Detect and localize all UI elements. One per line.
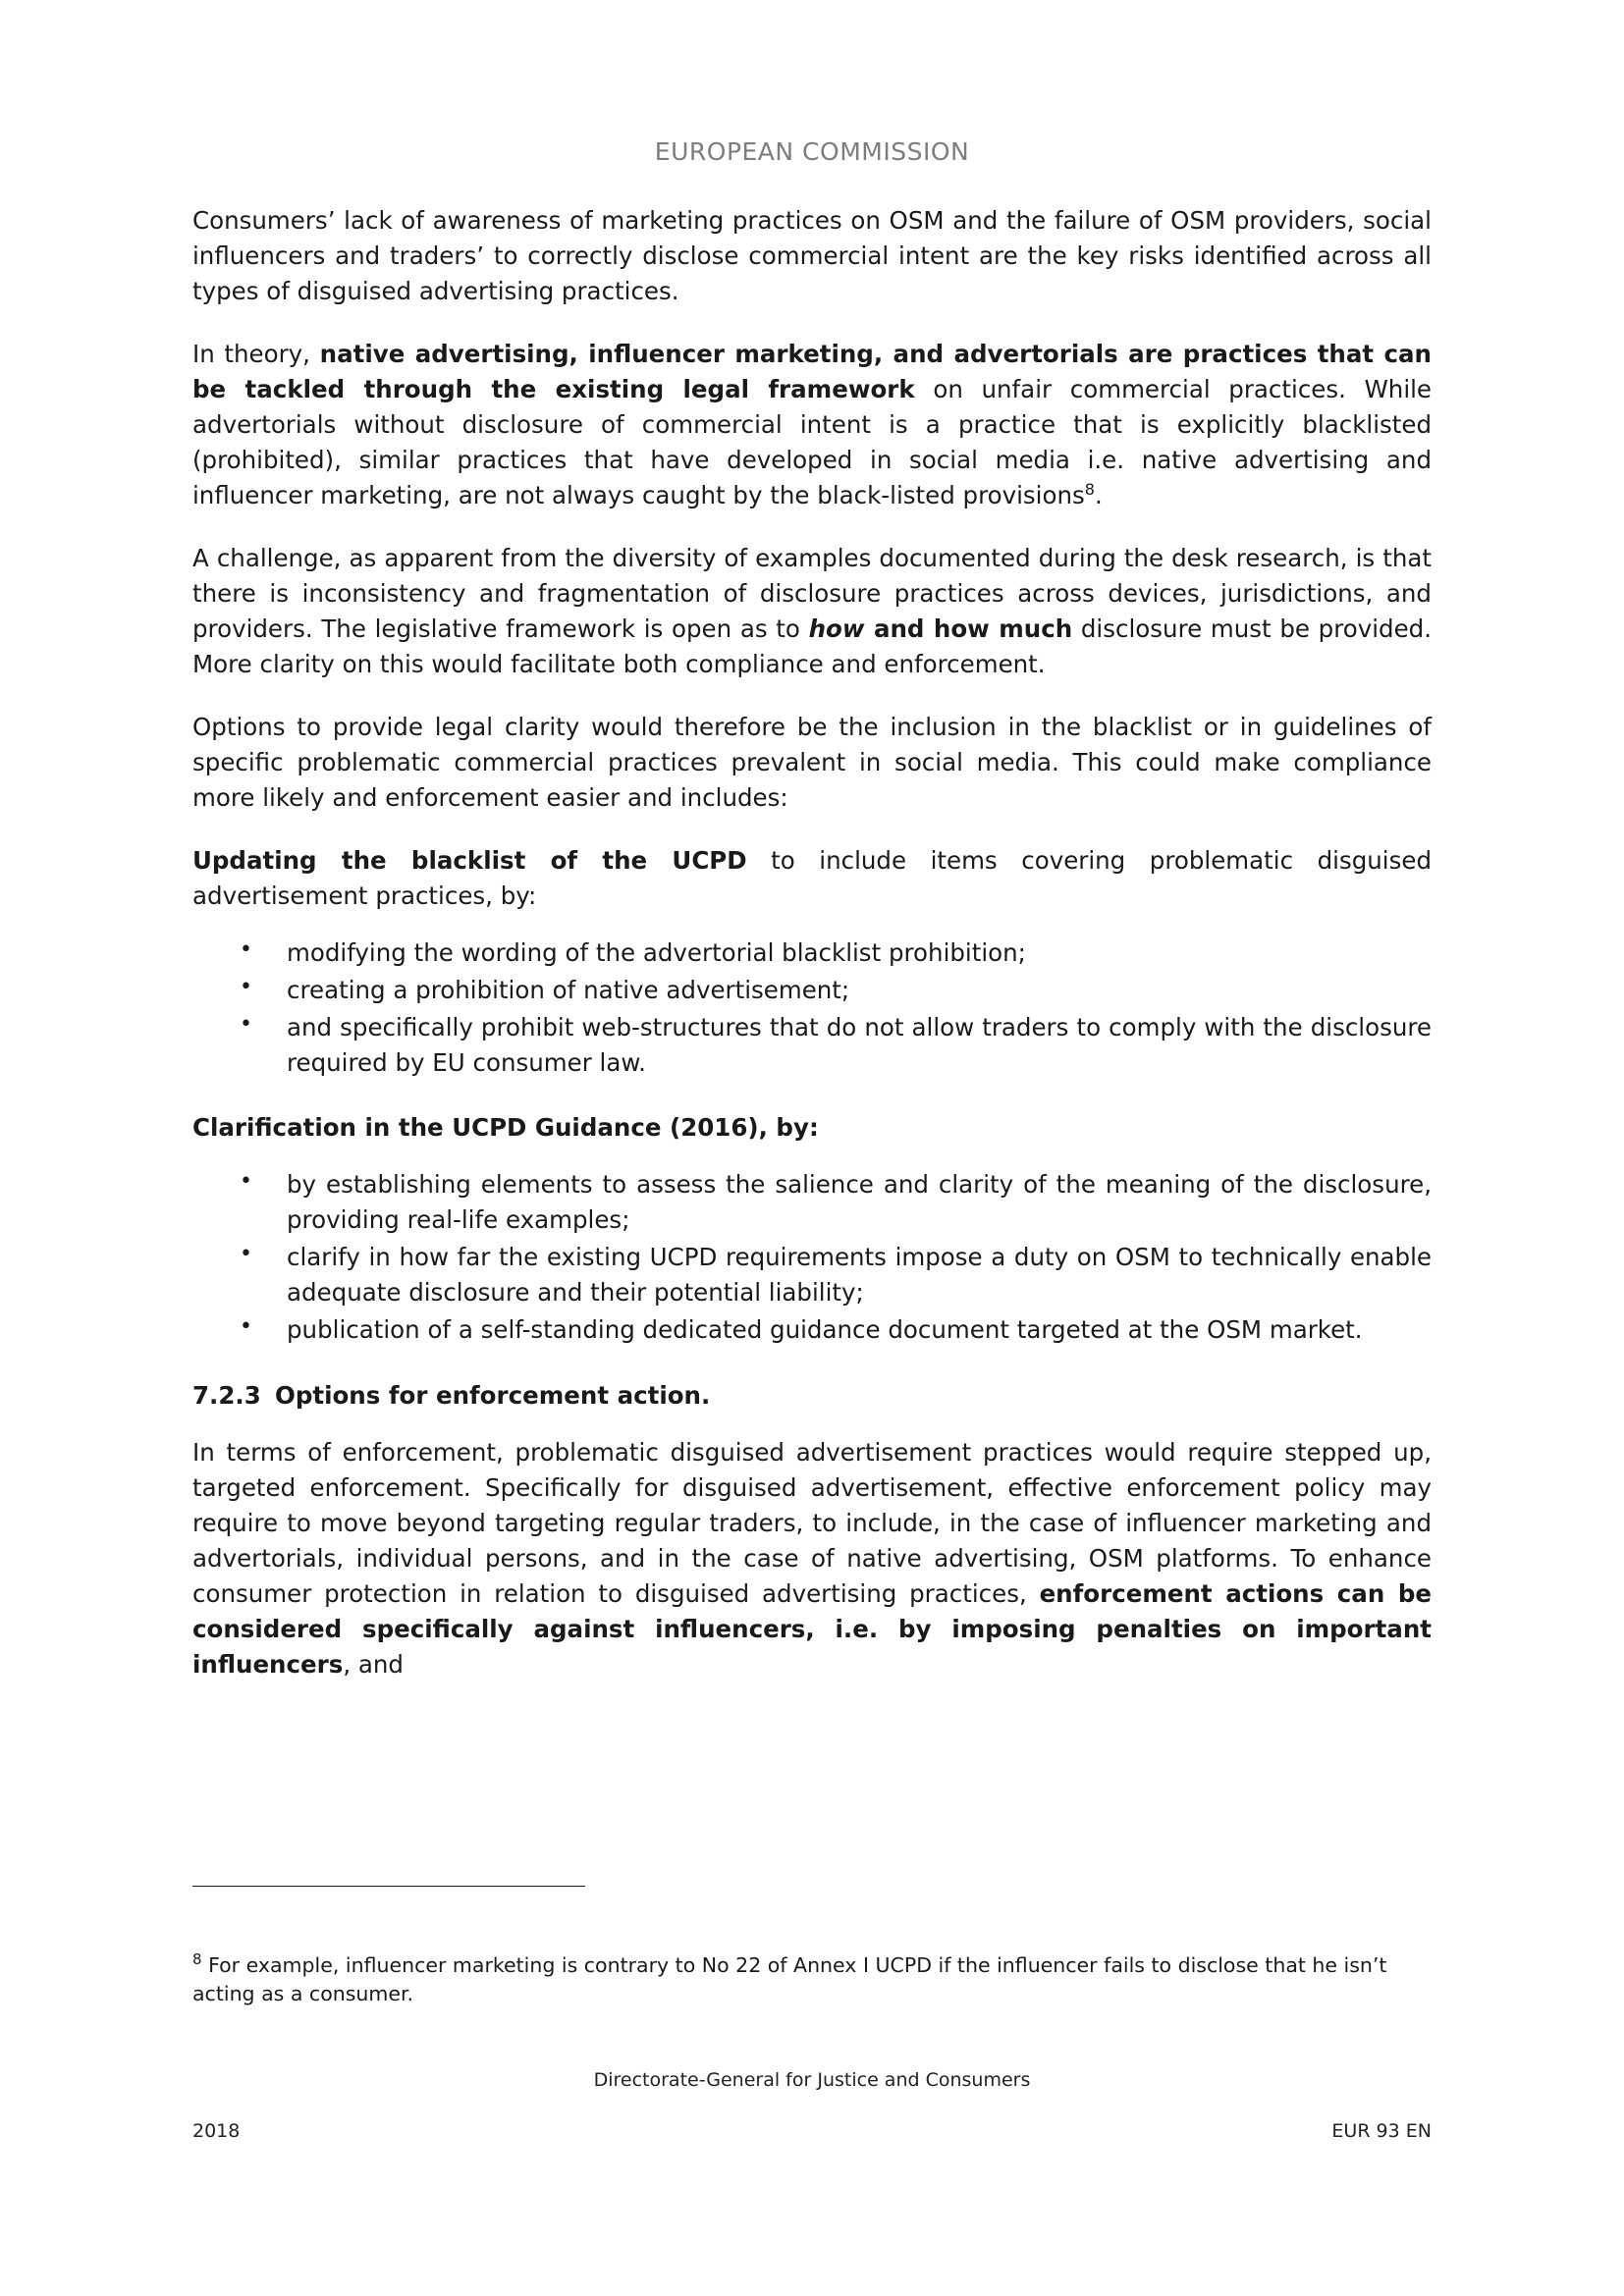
paragraph-in-theory	[192, 337, 1432, 513]
page-content	[192, 137, 1432, 1682]
list-item: • creating a prohibition of native advertisement;	[192, 973, 1432, 1008]
lead-bold-updating-blacklist: Updating the blacklist of the UCPD	[192, 846, 747, 875]
para-text-end: , and	[343, 1650, 404, 1679]
para-text-mid: on unfair commercial practices. While advertorials without disclosure of commercial intent is a practice that is explicitly blacklisted (prohibited), similar practices that have developed in social media i.e. native advertising and influencer marketing, are not always caught by the black-listed provisions	[192, 375, 1433, 509]
page-footer	[192, 2120, 1432, 2142]
paragraph-updating-blacklist	[192, 843, 1432, 914]
paragraph-enforcement	[192, 1435, 1432, 1682]
list-item: • by establishing elements to assess the salience and clarity of the meaning of the disclosure, providing real-life examples;	[192, 1167, 1432, 1238]
bullet-list-guidance	[192, 1167, 1432, 1348]
footnote-reference-8: 8	[1084, 479, 1095, 499]
section-title: Options for enforcement action.	[275, 1381, 711, 1410]
lead-text-rest: to include items covering problematic disguised advertisement practices, by:	[192, 846, 1432, 910]
para-text-lead: In theory,	[192, 340, 320, 368]
footnote-marker: 8	[192, 1950, 202, 1969]
footer-department: Directorate-General for Justice and Consumers	[593, 2069, 1031, 2091]
footer-year: 2018	[192, 2120, 241, 2142]
list-item: • and specifically prohibit web-structures that do not allow traders to comply with the disclosure required by EU consumer law.	[192, 1010, 1432, 1081]
paragraph-challenge	[192, 541, 1432, 682]
para-bolditalic-how: how	[808, 614, 865, 643]
list-item: • modifying the wording of the advertorial blacklist prohibition;	[192, 935, 1432, 971]
para-bold-how-much: and how much	[864, 614, 1073, 643]
para-text-end: .	[1094, 481, 1103, 509]
list-item: • publication of a self-standing dedicated guidance document targeted at the OSM market.	[192, 1312, 1432, 1348]
list-item: • clarify in how far the existing UCPD requirements impose a duty on OSM to technically enable adequate disclosure and their potential liability;	[192, 1240, 1432, 1310]
bullet-list-blacklist	[192, 935, 1432, 1081]
footer-report-code: EUR 93 EN	[1331, 2120, 1432, 2142]
lead-bold-clarification: Clarification in the UCPD Guidance (2016), by:	[192, 1113, 819, 1142]
footnote-separator	[192, 1886, 585, 1887]
footnote-text: For example, influencer marketing is contrary to No 22 of Annex I UCPD if the influencer fails to disclose that he isn’t acting as a consumer.	[192, 1953, 1387, 2006]
page-header-title: EUROPEAN COMMISSION	[654, 137, 970, 166]
para-text-lead: A challenge, as apparent from the diversity of examples documented during the desk research, is that there is inconsistency and fragmentation of disclosure practices across devices, jurisdictions, and providers. The legislative framework is open as to	[192, 544, 1432, 643]
para-text-lead: In terms of enforcement, problematic disguised advertisement practices would require stepped up, targeted enforcement. Specifically for disguised advertisement, effective enforcement policy may require to move beyond targeting regular traders, to include, in the case of influencer marketing and advertorials, individual persons, and in the case of native advertising, OSM platforms. To enhance consumer protection in relation to disguised advertising practices,	[192, 1438, 1432, 1608]
section-number: 7.2.3	[192, 1381, 261, 1410]
para-bold-legal-framework: native advertising, influencer marketing, and advertorials are practices that can be tackled through the existing legal framework	[192, 340, 1432, 403]
paragraph-options-legal-clarity: Options to provide legal clarity would therefore be the inclusion in the blacklist or in guidelines of specific problematic commercial practices prevalent in social media. This could make compliance more likely and enforcement easier and includes:	[192, 713, 1432, 812]
footnote-8	[192, 1951, 1432, 2008]
para-text-end: disclosure must be provided. More clarity on this would facilitate both compliance and enforcement.	[192, 614, 1432, 678]
paragraph-clarification-guidance	[192, 1110, 1432, 1146]
section-heading-7-2-3	[192, 1381, 1432, 1410]
paragraph-consumer-awareness: Consumers’ lack of awareness of marketing practices on OSM and the failure of OSM providers, social influencers and traders’ to correctly disclose commercial intent are the key risks identified across all types of disguised advertising practices.	[192, 206, 1432, 305]
para-bold-enforcement-actions: enforcement actions can be considered specifically against influencers, i.e. by imposing penalties on important influencers	[192, 1579, 1432, 1679]
